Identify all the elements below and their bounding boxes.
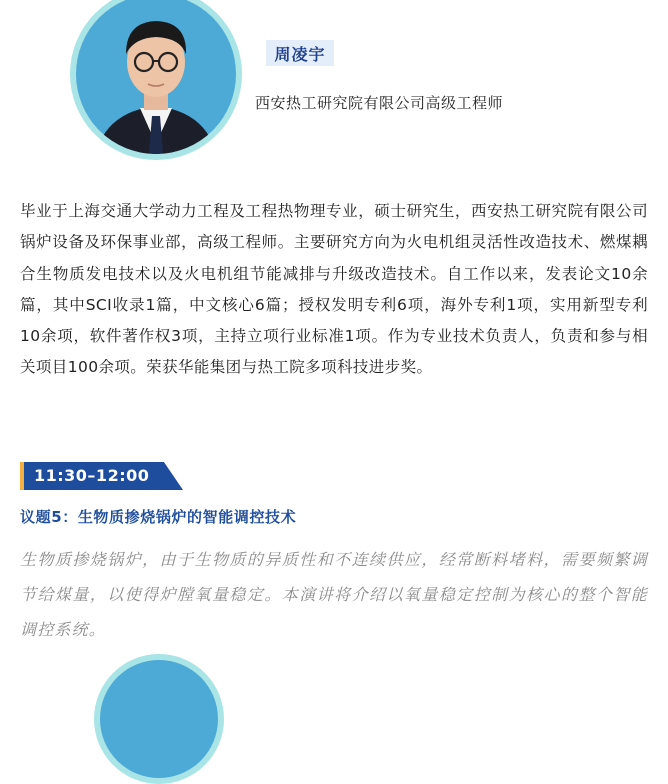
session-topic: 议题5：生物质掺烧锅炉的智能调控技术 (20, 508, 297, 526)
speaker-photo (76, 0, 236, 154)
time-accent-bar (20, 462, 24, 490)
speaker-bio: 毕业于上海交通大学动力工程及工程热物理专业，硕士研究生，西安热工研究院有限公司锅炉设备及环保事业部，高级工程师。主要研究方向为火电机组灵活性改造技术、燃煤耦合生物质发电技术以及火电机组节能减排与升级改造技术。自工作以来，发表论文10余篇，其中SCI收录1篇，中文核心6篇；授权发明专利6项，海外专利1项，实用新型专利10余项，软件著作权3项，主持立项行业标准1项。作为专业技术负责人，负责和参与相关项目100余项。荣获华能集团与热工院多项科技进步奖。 (20, 202, 648, 377)
speaker-title: 西安热工研究院有限公司高级工程师 (255, 94, 504, 112)
session-time-tag (20, 462, 183, 490)
speaker-photo-frame (70, 0, 242, 160)
session-time: 11:30–12:00 (34, 466, 150, 485)
session-abstract: 生物质掺烧锅炉，由于生物质的异质性和不连续供应，经常断料堵料，需要频繁调节给煤量，以使得炉膛氧量稳定。本演讲将介绍以氧量稳定控制为核心的整个智能调控系统。 (20, 550, 648, 639)
next-speaker-photo-frame (94, 654, 224, 784)
next-speaker-photo (100, 660, 218, 778)
speaker-portrait (76, 0, 236, 154)
speaker-name: 周凌宇 (266, 40, 334, 66)
